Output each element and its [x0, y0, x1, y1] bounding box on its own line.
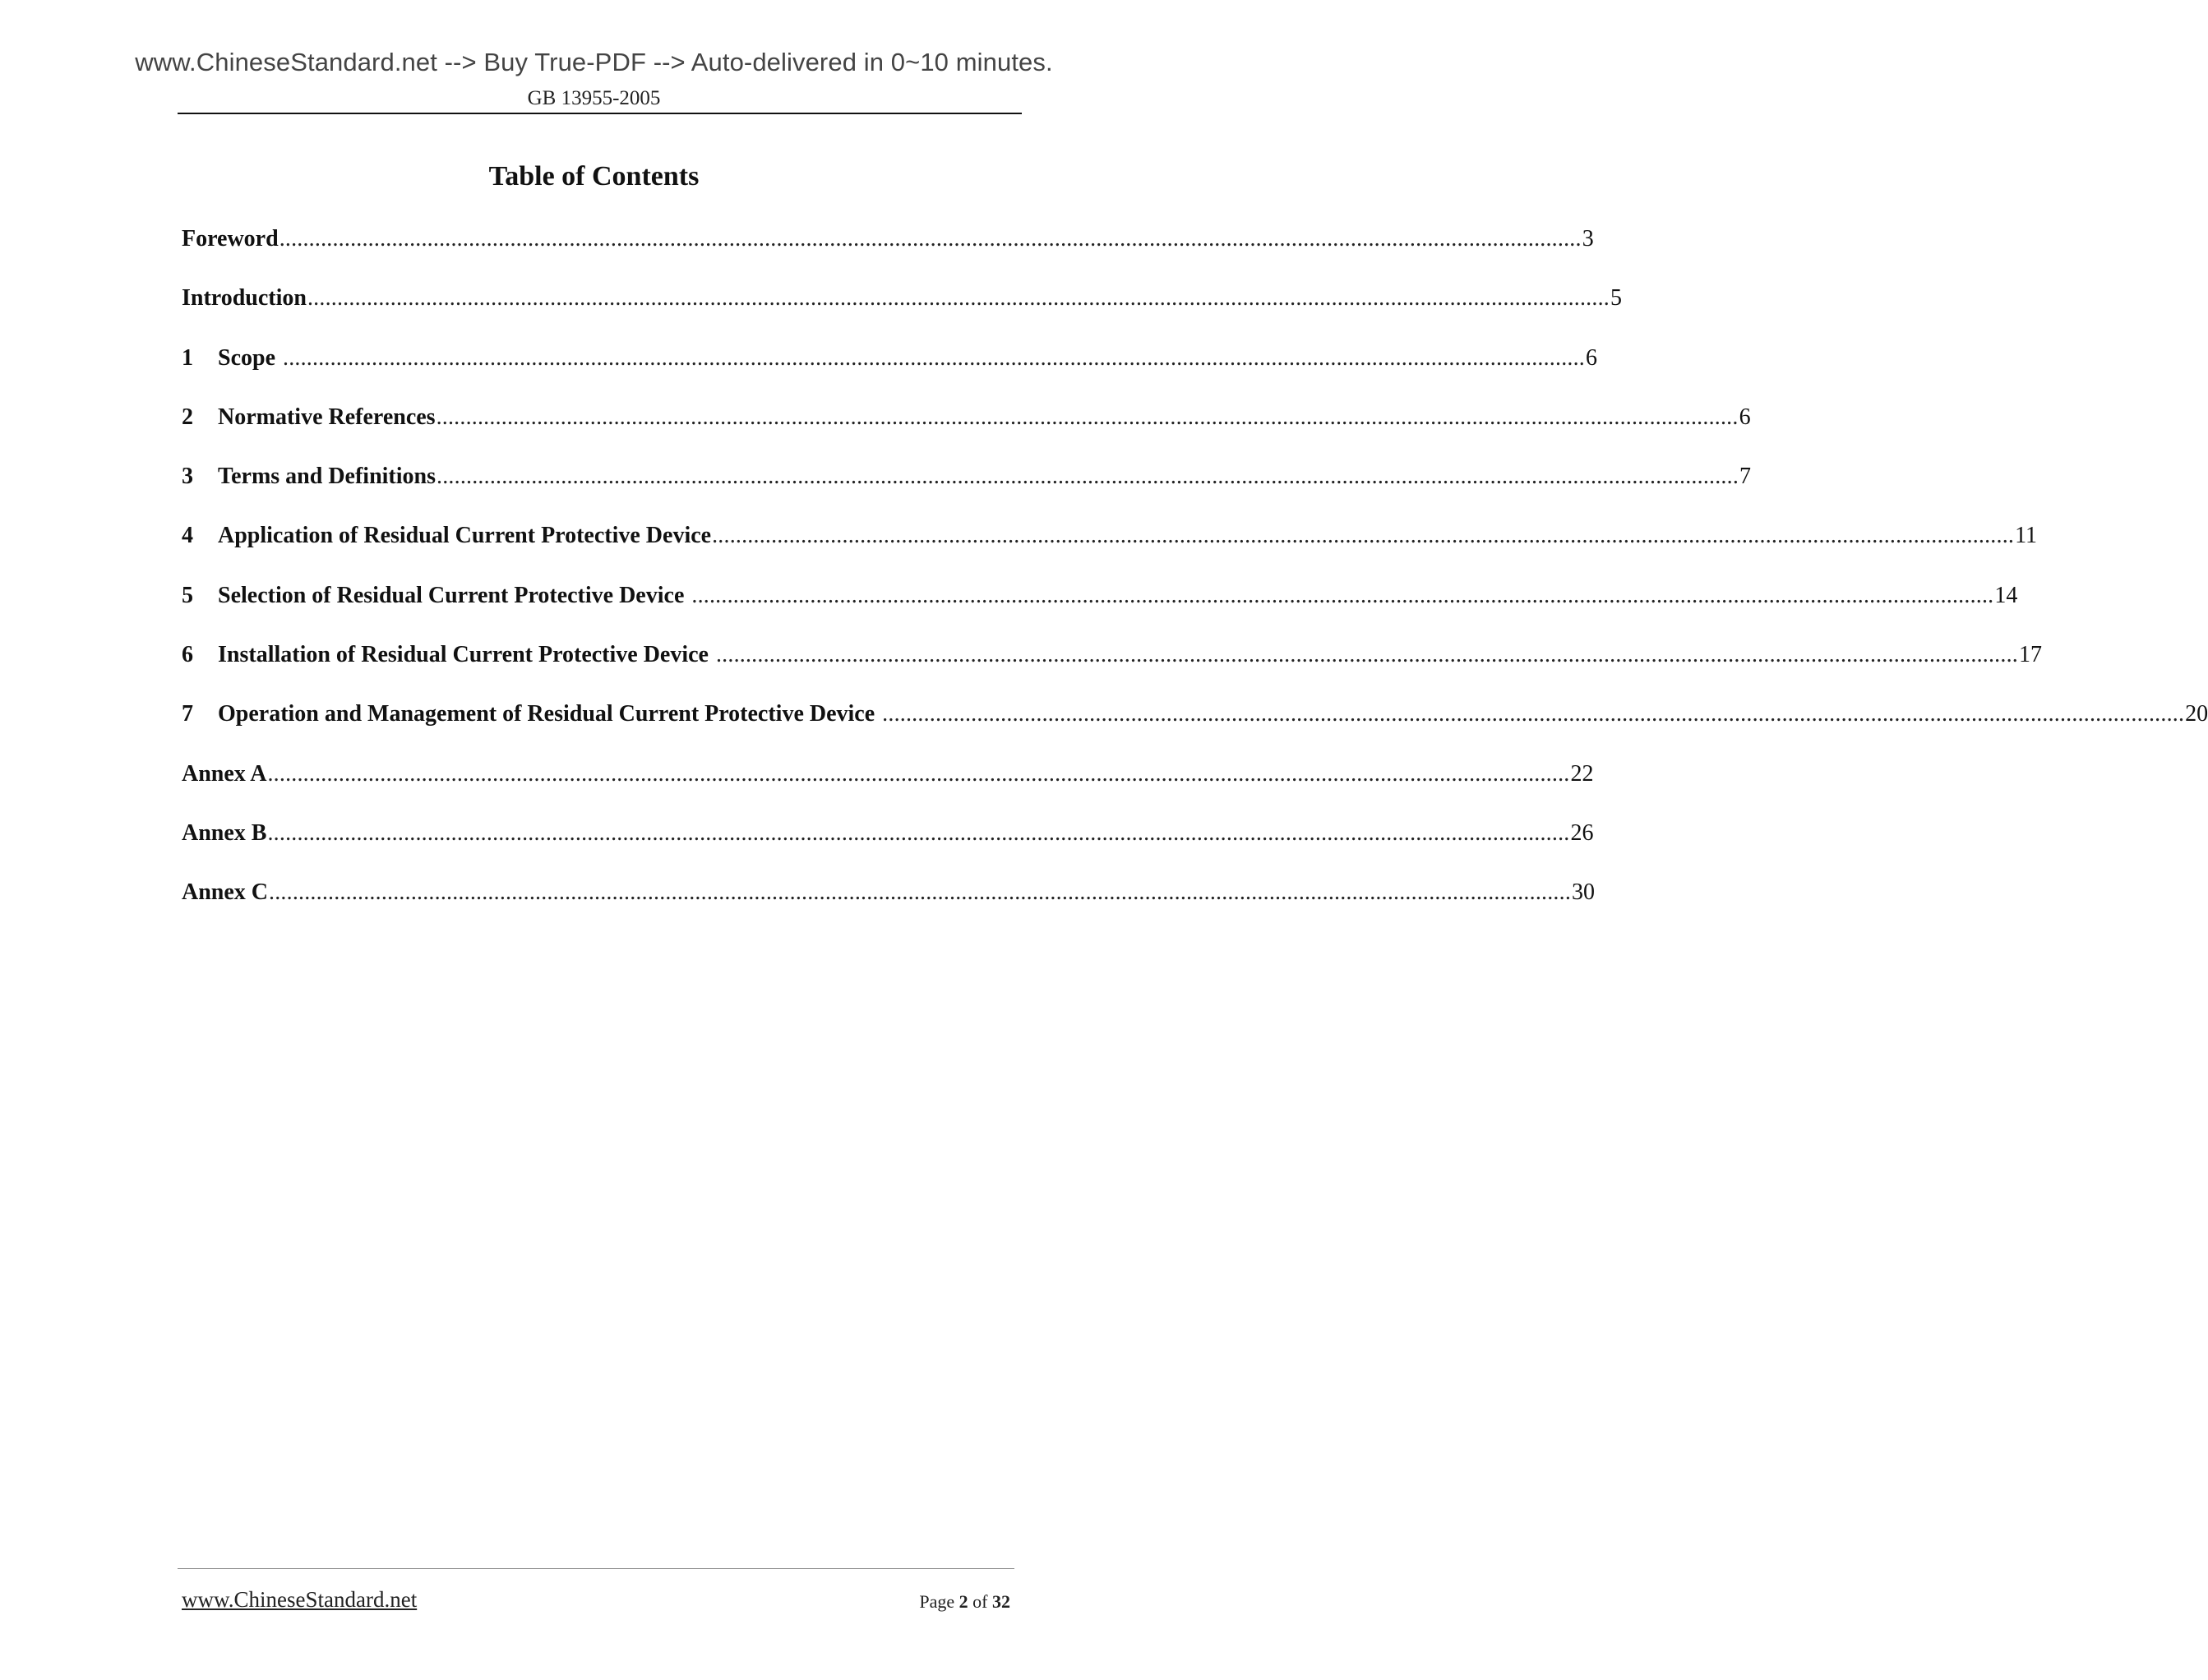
toc-entry-label: Application of Residual Current Protective Device — [218, 523, 712, 549]
toc-entry-application[interactable] — [182, 523, 2038, 582]
toc-entry-page: 5 — [1610, 285, 1622, 312]
toc-entry-number: 6 — [182, 642, 193, 668]
toc-entry-page: 7 — [1739, 464, 1752, 490]
toc-dot-leader: ............................................................................................................................................................................................................................ — [715, 642, 2018, 668]
toc-entry-label: Annex A — [182, 760, 267, 787]
toc-entry-label: Annex C — [182, 879, 269, 906]
toc-entry-page: 11 — [2015, 523, 2038, 549]
page-total: 32 — [992, 1591, 1010, 1612]
toc-entry-annex-c[interactable] — [182, 879, 1596, 939]
toc-entry-annex-a[interactable] — [182, 760, 1594, 820]
toc-entry-label: Terms and Definitions — [218, 464, 437, 490]
toc-entry-selection[interactable] — [182, 582, 2018, 642]
toc-entry-number: 5 — [182, 582, 193, 608]
toc-entry-page: 14 — [1994, 582, 2018, 608]
toc-entry-number: 3 — [182, 464, 193, 490]
toc-entry-page: 6 — [1586, 344, 1597, 371]
toc-entry-page: 6 — [1739, 404, 1751, 430]
toc-dot-leader: ............................................................................................................................................................................................................................ — [283, 344, 1585, 371]
toc-entry-label: Installation of Residual Current Protective Device — [218, 642, 709, 668]
toc-dot-leader: ............................................................................................................................................................................................................................ — [267, 760, 1570, 787]
toc-dot-leader: ............................................................................................................................................................................................................................ — [279, 226, 1582, 252]
toc-dot-leader: ............................................................................................................................................................................................................................ — [882, 701, 2185, 727]
toc-entry-number: 7 — [182, 701, 193, 727]
toc-entry-scope[interactable] — [182, 344, 1597, 404]
toc-entry-page: 3 — [1582, 226, 1594, 252]
toc-entry-terms-and-definitions[interactable] — [182, 464, 1752, 523]
toc-entry-label: Operation and Management of Residual Current Protective Device — [218, 701, 875, 727]
toc-entry-label: Annex B — [182, 819, 267, 846]
site-banner: www.ChineseStandard.net --> Buy True-PDF --> Auto-delivered in 0~10 minutes. — [135, 48, 1053, 76]
toc-title: Table of Contents — [488, 161, 700, 192]
toc-entry-label: Introduction — [182, 285, 307, 312]
toc-dot-leader: ............................................................................................................................................................................................................................ — [269, 879, 1572, 906]
toc-entry-installation[interactable] — [182, 642, 2042, 701]
toc-entry-label: Scope — [218, 344, 275, 371]
toc-entry-number: 2 — [182, 404, 193, 430]
toc-entry-label: Selection of Residual Current Protective Device — [218, 582, 685, 608]
toc-entry-introduction[interactable] — [182, 285, 1622, 344]
toc-entry-page: 20 — [2185, 701, 2208, 727]
page-indicator — [919, 1591, 1010, 1613]
toc-dot-leader: ............................................................................................................................................................................................................................ — [267, 819, 1570, 846]
toc-dot-leader: ............................................................................................................................................................................................................................ — [712, 523, 2015, 549]
toc-entry-annex-b[interactable] — [182, 819, 1594, 879]
toc-entry-operation-and-management[interactable] — [182, 701, 2208, 760]
toc-dot-leader: ............................................................................................................................................................................................................................ — [307, 285, 1610, 312]
toc-dot-leader: ............................................................................................................................................................................................................................ — [436, 404, 1739, 430]
table-of-contents — [182, 226, 2208, 939]
footer-site-link[interactable]: www.ChineseStandard.net — [182, 1587, 418, 1612]
header-divider — [178, 113, 1022, 114]
toc-entry-label: Foreword — [182, 226, 279, 252]
toc-entry-page: 26 — [1570, 819, 1594, 846]
page-of: of — [972, 1591, 988, 1612]
footer-divider — [178, 1568, 1014, 1569]
toc-entry-page: 17 — [2018, 642, 2042, 668]
toc-entry-foreword[interactable] — [182, 226, 1594, 285]
toc-entry-label: Normative References — [218, 404, 436, 430]
toc-entry-number: 1 — [182, 344, 193, 371]
toc-entry-number: 4 — [182, 523, 193, 549]
document-code: GB 13955-2005 — [527, 87, 661, 109]
toc-dot-leader: ............................................................................................................................................................................................................................ — [437, 464, 1739, 490]
toc-entry-page: 22 — [1570, 760, 1594, 787]
toc-dot-leader: ............................................................................................................................................................................................................................ — [691, 582, 1994, 608]
page-current: 2 — [958, 1591, 968, 1612]
toc-entry-normative-references[interactable] — [182, 404, 1751, 464]
page-prefix: Page — [919, 1591, 955, 1612]
toc-entry-page: 30 — [1572, 879, 1596, 906]
